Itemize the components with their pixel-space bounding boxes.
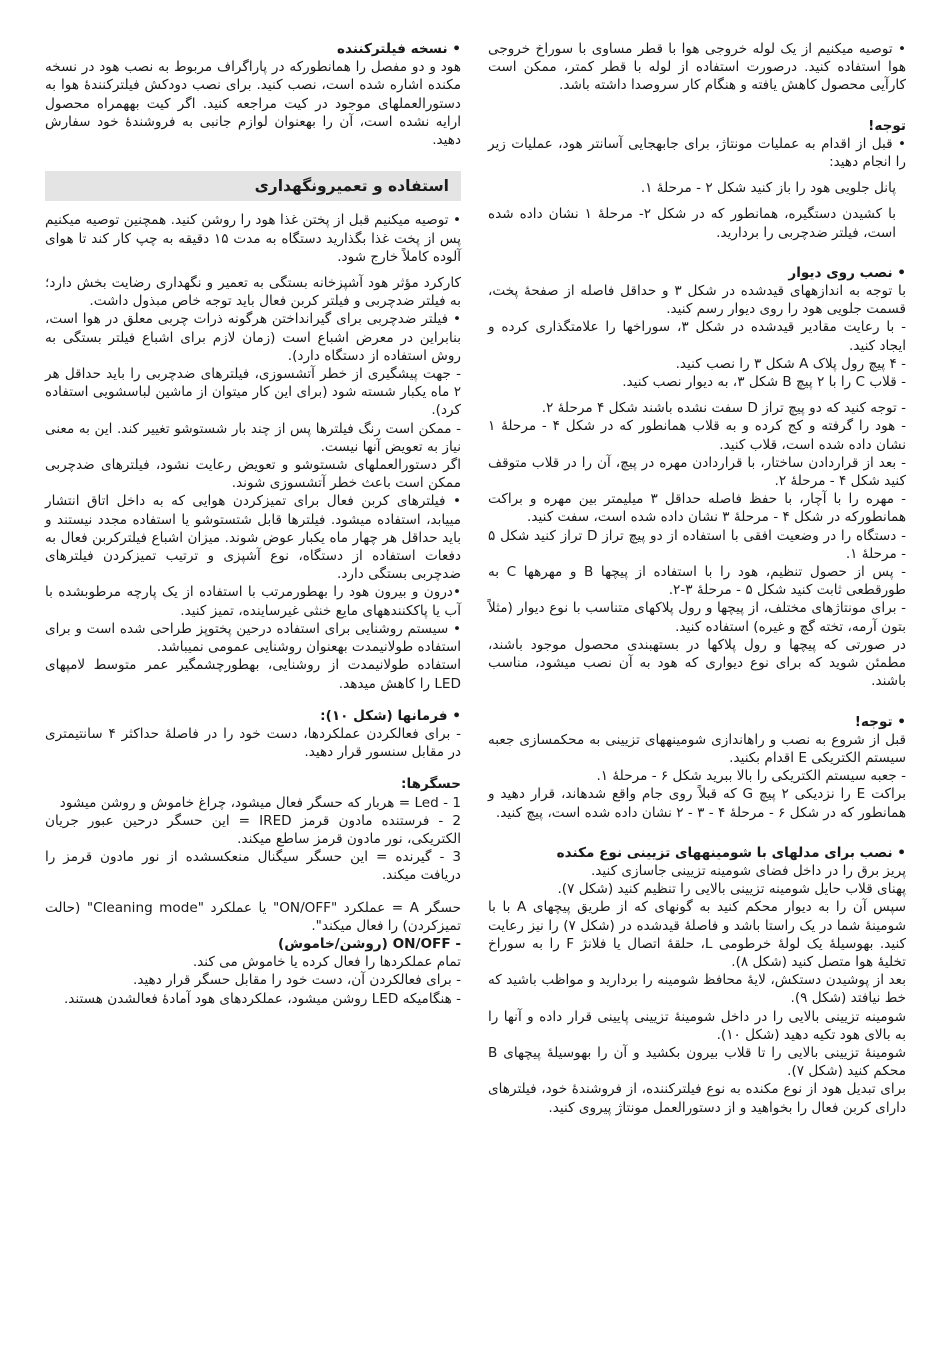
deco-line: بعد از پوشیدن دستکش، لایهٔ محافظ شومینه را بردارید و مواظب باشید که خط نیافتد (شکل ۹). [488,972,906,1007]
wall-line: - ۴ پیچ رول پلاک A شکل ۳ را نصب کنید. [675,355,906,372]
use-paragraph: - جهت پیشگیری از خطر آتشسوزی، فیلترهای ضدچربی را باید حداقل هر ۲ ماه یکبار شسته شود (برای این کار میتوان از ماشین لباسشویی استفاده کرد). [45,366,461,419]
filter-version-title: • نسخه فیلترکننده [336,41,461,57]
deco-line: برای تبدیل هود از نوع مکنده به نوع فیلترکننده، از فروشندهٔ خود، فیلترهای دارای کربن فعال را بخواهید و از دستورالعمل مونتاژ پیروی کنید. [488,1081,906,1116]
sensor-ir-emitter: 2 - فرستنده مادون قرمز IRED = این حسگر درحین عبور جریان الکتریکی، نور مادون قرمز ساطع میکند. [45,812,461,847]
note1-step2: با کشیدن دستگیره، همانطور که در شکل ۲- مرحلهٔ ۱ نشان داده شده است، فیلتر ضدچربی را بردارید. [488,206,896,241]
note2-line: قبل از شروع به نصب و راهاندازی شومینههای تزیینی به محکمسازی جعبه سیستم الکتریکی E اقدام بکنید. [488,731,906,766]
duct-recommendation: • توصیه میکنیم از یک لوله خروجی هوا با قطر مساوی با سوراخ خروجی هوا استفاده کنید. درصورت استفاده از لوله با قطر کمتر، ممکن است کارآیی محصول کاهش یافته و هنگام کار سروصدا داشته باشد. [488,41,906,94]
note1-step1: پانل جلویی هود را باز کنید شکل ۲ - مرحلهٔ ۱. [640,180,896,197]
wall-mount-title: • نصب روی دیوار [788,264,906,281]
decorative-chimney-title: • نصب برای مدلهای با شومینههای تزیینی نوع مکنده [556,844,906,861]
deco-line: پهنای قلاب حایل شومینه تزیینی بالایی را تنظیم کنید (شکل ۷). [557,881,906,898]
section-heading-use-maintenance: استفاده و تعمیرونگهداری [45,171,461,201]
use-paragraph: • سیستم روشنایی برای استفاده درحین پختوپز طراحی شده است و برای استفاده طولانیمدت بهعنوان روشنایی عمومی نمیباشد. [45,620,461,656]
wall-line: - با رعایت مقادیر قیدشده در شکل ۳، سوراخها را علامتگذاری کرده و ایجاد کنید. [488,319,907,354]
note1-title: توجه! [868,117,906,134]
wall-line: - برای مونتاژهای مختلف، از پیچها و رول پلاکهای متناسب با نوع دیوار (مثلاً بتون آرمه، تخته گچ و غیره) استفاده کنید. [488,600,906,635]
onoff-line: - برای فعالکردن آن، دست خود را مقابل حسگر قرار دهید. [133,972,461,989]
wall-line: - توجه کنید که دو پیچ تراز D سفت نشده باشند شکل ۴ مرحلهٔ ۲. [541,400,906,417]
note1-text: • قبل از اقدام به عملیات مونتاژ، برای جابهجایی آسانتر هود، عملیات زیر را انجام دهید: [488,135,906,171]
commands-title: • فرمانها (شکل ۱۰): [320,707,461,724]
right-column [488,40,906,1117]
onoff-title: - ON/OFF (روشن/خاموش) [277,935,461,952]
use-paragraph: کارکرد مؤثر هود آشپزخانه بستگی به تعمیر و نگهداری رضایت بخش دارد؛ به فیلتر ضدچربی و فیلتر کربن فعال باید توجه خاص مبذول داشت. [45,275,461,310]
wall-line: - دستگاه را در وضعیت افقی با استفاده از دو پیچ تراز D تراز کنید شکل ۵ - مرحلهٔ ۱. [488,527,906,562]
filter-version-text: هود و دو مفصل را همانطورکه در پاراگراف مربوط به نصب هود در نسخه مکنده اشاره شده است، نصب کنید. برای نصب دودکش فیلترکنندهٔ هوا به دستورالعملهای موجود در کیت مراجعه کنید. اگر کیت بههمراه محصول ارایه نشده است، آن را بهعنوان لوازم جانبی به فروشندهٔ خود سفارش دهید. [45,59,461,149]
wall-line: - پس از حصول تنظیم، هود را با استفاده از پیچها B و مهرهها C به طورقطعی ثابت کنید شکل ۵ - مرحلهٔ ۳-۲. [488,564,906,599]
wall-line: با توجه به اندازههای قیدشده در شکل ۳ و حداقل فاصله از صفحهٔ پخت، قسمت جلویی هود را روی دیوار رسم کنید. [488,283,906,318]
sensor-receiver: 3 - گیرنده = این حسگر سیگنال منعکسشده از نور مادون قرمز را دریافت میکند. [45,849,461,884]
note2-line: - جعبه سیستم الکتریکی را بالا ببرید شکل ۶ - مرحلهٔ ۱. [596,768,906,785]
use-paragraph: استفاده طولانیمدت از روشنایی، بهطورچشمگیر عمر متوسط لامپهای LED را کاهش میدهد. [45,657,461,692]
wall-line: - مهره را با آچار، با حفظ فاصله حداقل ۳ میلیمتر بین مهره و براکت همانطورکه در شکل ۴ - مرحلهٔ ۳ نشان داده شده است، سفت کنید. [488,491,906,526]
deco-line: پریز برق را در داخل فضای شومینه تزیینی جاسازی کنید. [590,862,906,879]
sensor-led: Led - 1 = هربار که حسگر فعال میشود، چراغ خاموش و روشن میشود [59,794,461,811]
use-paragraph: • فیلتر ضدچربی برای گیرانداختن هرگونه ذرات چربی معلق در هوا است، بنابراین در معرض اشباع است (زمان لازم برای اشباع فیلتر بستگی به روش استفاده از دستگاه دارد). [45,311,461,364]
use-paragraph: - ممکن است رنگ فیلترها پس از چند بار شستوشو تغییر کند. این به معنی نیاز به تعویض آنها نیست. [45,420,461,455]
note2-title: • توجه! [854,713,906,730]
wall-line: - قلاب C را با ۲ پیچ B شکل ۳، به دیوار نصب کنید. [622,374,906,391]
sensor-a: حسگر A = عملکرد "ON/OFF" یا عملکرد "Cleaning mode" (حالت تمیزکردن) را فعال میکند". [45,899,461,934]
sensors-title: حسگرها: [401,776,461,793]
onoff-line: - هنگامیکه LED روشن میشود، عملکردهای هود آمادهٔ فعالشدن هستند. [63,990,461,1007]
note2-line: براکت E را نزدیکی ۲ پیچ G که قبلاً روی جام واقع شدهاند، قرار دهید و همانطور که در شکل ۶ - مرحلهٔ ۴ - ۳ - ۲ نشان داده شده است، پیچ کنید. [488,786,907,821]
deco-line: شومینه تزیینی بالایی را در داخل شومینهٔ تزیینی پایینی قرار داده و آنها را به بالای هود تکیه دهید (شکل ۱۰). [488,1008,906,1043]
onoff-line: تمام عملکردها را فعال کرده یا خاموش می کند. [192,954,461,971]
wall-line: در صورتی که پیچها و رول پلاکها در بستهبندی محصول موجود باشند، مطمئن شوید که برای نوع دیواری که هود به آن نصب میشود، مناسب باشند. [488,636,906,690]
use-paragraph: اگر دستورالعملهای شستوشو و تعویض رعایت نشود، فیلترهای ضدچربی ممکن است باعث خطر آتشسوزی شوند. [45,457,461,492]
deco-line: سپس آن را به دیوار محکم کنید به گونهای که از طریق پیچهای A با با شومینهٔ شما در یک راستا باشد و فاصلهٔ قیدشده در (شکل ۷) را نیز رعایت کنید. بهوسیلهٔ یک لولهٔ خرطومی L، حلقهٔ اتصال یا فلانژ F را به سوراخ تخلیهٔ هوا متصل کنید (شکل ۸). [488,899,907,970]
wall-line: - هود را گرفته و کج کرده و به قلاب همانطور که در شکل ۴ - مرحلهٔ ۱ نشان داده شده است، قلاب کنید. [488,418,906,453]
use-paragraph: • فیلترهای کربن فعال برای تمیزکردن هوایی که به داخل اتاق انتشار مییابد، استفاده میشود. فیلترها قابل شتستوشو یا استفاده مجدد نیستند و باید حداقل هر چهار ماه یکبار عوض شوند. میزان اشباع فیلترکربن فعال به دفعات استفاده از دستگاه، نوع آشپزی و ترتیب تمیزکردن فیلترهای ضدچربی بستگی دارد. [45,493,461,583]
left-column [45,40,461,1008]
wall-line: - بعد از قراردادن ساختار، با قراردادن مهره در پیچ، آن را در قلاب متوقف کنید شکل ۴ - مرحلهٔ ۲. [488,454,906,490]
use-paragraph: •درون و بیرون هود را بهطورمرتب با استفاده از یک پارچه مرطوبشده با آب یا پاککنندههای مایع خنثی غیرساینده، تمیز کنید. [45,584,461,619]
use-paragraph: • توصیه میکنیم قبل از پختن غذا هود را روشن کنید. همچنین توصیه میکنیم پس از پخت غذا بگذارید دستگاه به مدت ۱۵ دقیقه به چپ کار کند تا هوای آلوده کاملاً خارج شود. [45,212,461,265]
deco-line: شومینهٔ تزیینی بالایی را تا قلاب بیرون بکشید و آن را بهوسیلهٔ پیچهای B محکم کنید (شکل ۷). [488,1044,906,1080]
commands-text: - برای فعالکردن عملکردها، دست خود را در فاصلهٔ حداکثر ۴ سانتیمتری در مقابل سنسور قرار دهید. [45,725,461,761]
